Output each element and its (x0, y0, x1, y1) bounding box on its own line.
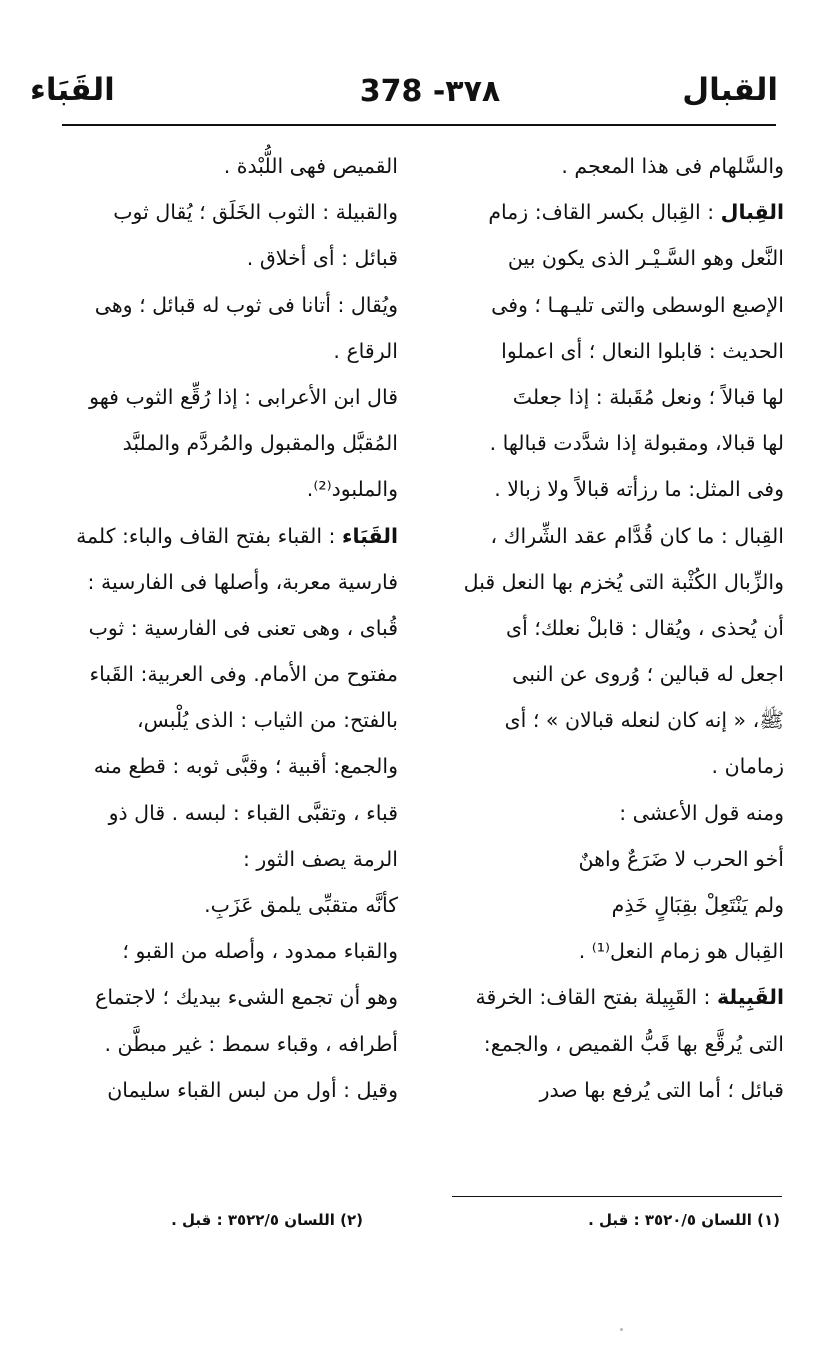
text-line (64, 328, 398, 374)
line-text: الإصبع الوسطى والتى تليـهـا ؛ وفى (491, 292, 784, 317)
text-line (64, 559, 398, 605)
text-line (64, 1067, 398, 1113)
line-text: لها قبالا، ومقبولة إذا شدَّدت قبالها . (489, 431, 784, 456)
text-line (64, 882, 398, 928)
line-text: فارسية معربة، وأصلها فى الفارسية : (87, 569, 398, 594)
line-text: أن يُحذى ، ويُقال : قابلْ نعلك؛ أى (506, 615, 784, 640)
line-text: الرقاع . (333, 338, 398, 363)
text-line (438, 189, 784, 235)
line-text: قبائل ؛ أما التى يُرفع بها صدر (539, 1077, 784, 1102)
line-text: وقيل : أول من لبس القباء سليمان (107, 1077, 398, 1102)
text-line (438, 928, 784, 974)
text-line (438, 651, 784, 697)
text-line (438, 743, 784, 789)
line-text: أخو الحرب لا ضَرَعٌ واهنٌ (578, 846, 784, 871)
text-line (438, 697, 784, 743)
text-line (438, 790, 784, 836)
line-text: وفى المثل: ما رزأته قبالاً ولا زبالا . (494, 477, 784, 502)
text-line (438, 1021, 784, 1067)
text-line (64, 1021, 398, 1067)
text-line (438, 420, 784, 466)
header-rule (62, 124, 776, 126)
right-column (438, 143, 784, 1113)
text-line (64, 420, 398, 466)
footnote-1: (١) اللسان ٣٥٢٠/٥ : قبل . (588, 1211, 780, 1229)
entry-headword: القَبِيلة (716, 985, 784, 1010)
line-text: أطرافه ، وقباء سمط : غير مبطَّن . (104, 1031, 398, 1056)
line-text: : القِبال بكسر القاف: زمام (488, 200, 721, 225)
line-text: مفتوح من الأمام. وفى العربية: القَباء (89, 662, 398, 687)
line-text: بالفتح: من الثياب : الذى يُلْبس، (136, 708, 398, 733)
line-text: قباء ، وتقبَّى القباء : لبسه . قال ذو (108, 800, 398, 825)
text-line (64, 189, 398, 235)
line-text: القميص فهى اللُّبْدة . (223, 154, 398, 178)
line-text: القِبال هو زمام النعل⁽¹⁾ . (578, 939, 784, 964)
line-text: : القَبِيلة بفتح القاف: الخرقة (475, 985, 717, 1010)
line-text: زمامان . (711, 754, 784, 779)
text-line (438, 374, 784, 420)
text-line (64, 928, 398, 974)
line-text: كأنَّه متقبِّى يلمق عَزَبِ. (204, 893, 398, 917)
line-text: قُباى ، وهى تعنى فى الفارسية : ثوب (88, 615, 398, 640)
footnote-rule (452, 1196, 782, 1197)
text-line (438, 143, 784, 189)
text-line (64, 651, 398, 697)
text-line (64, 697, 398, 743)
line-text: ومنه قول الأعشى : (619, 800, 784, 825)
text-line (64, 605, 398, 651)
line-text: والجمع: أقبية ؛ وقبَّى ثوبه : قطع منه (93, 754, 398, 779)
line-text: وهو أن تجمع الشىء بيديك ؛ لاجتماع (95, 985, 398, 1010)
text-line (64, 513, 398, 559)
left-column (64, 143, 398, 1113)
text-line (438, 328, 784, 374)
text-line (438, 513, 784, 559)
text-line (64, 282, 398, 328)
line-text: الحديث : قابلوا النعال ؛ أى اعملوا (501, 338, 784, 363)
scan-speck (620, 1328, 623, 1331)
text-line (438, 882, 784, 928)
line-text: : القباء بفتح القاف والباء: كلمة (76, 523, 342, 548)
line-text: والقبيلة : الثوب الخَلَق ؛ يُقال ثوب (113, 200, 398, 225)
text-line (438, 605, 784, 651)
line-text: التى يُرقَّع بها قَبُّ القميص ، والجمع: (483, 1031, 784, 1056)
text-line (438, 974, 784, 1020)
text-line (438, 466, 784, 512)
entry-headword: القَبَاء (341, 523, 398, 548)
line-text: والملبود⁽²⁾. (306, 477, 398, 502)
text-line (64, 374, 398, 420)
line-text: لها قبالاً ؛ ونعل مُقَبلة : إذا جعلتَ (512, 384, 784, 409)
text-line (438, 235, 784, 281)
text-line (64, 235, 398, 281)
line-text: الرمة يصف الثور : (242, 846, 398, 871)
line-text: ويُقال : أتانا فى ثوب له قبائل ؛ وهى (94, 292, 398, 317)
text-line (438, 559, 784, 605)
text-line (64, 974, 398, 1020)
line-text: ولم يَنْتَعِلْ بقِبَالٍ خَذِم (611, 893, 784, 917)
line-text: القِبال : ما كان قُدَّام عقد الشِّراك ، (490, 523, 784, 548)
text-line (438, 282, 784, 328)
line-text: النَّعل وهو السَّـيْـر الذى يكون بين (507, 246, 784, 271)
header-last-entry: القَبَاء (30, 72, 115, 108)
line-text: قبائل : أى أخلاق . (246, 246, 398, 271)
line-text: قال ابن الأعرابى : إذا رُقِّع الثوب فهو (89, 384, 398, 409)
line-text: والزِّبال الكُثْبة التى يُخزم بها النعل قبل (463, 569, 784, 594)
line-text: والسَّلهام فى هذا المعجم . (561, 154, 784, 178)
text-line (438, 1067, 784, 1113)
page-header (30, 60, 778, 120)
text-line (64, 466, 398, 512)
entry-headword: القِبال (720, 200, 784, 225)
text-line (438, 836, 784, 882)
line-text: والقباء ممدود ، وأصله من القبو ؛ (122, 939, 398, 964)
header-first-entry: القبال (682, 72, 778, 108)
text-line (64, 743, 398, 789)
page-number: 378 -٣٧٨ (359, 74, 501, 109)
text-line (64, 143, 398, 189)
line-text: ﷺ، « إنه كان لنعله قبالان » ؛ أى (504, 708, 784, 733)
line-text: اجعل له قبالين ؛ وُروى عن النبى (512, 662, 784, 687)
text-line (64, 836, 398, 882)
footnote-2: (٢) اللسان ٣٥٢٢/٥ : قبل . (171, 1211, 363, 1229)
line-text: المُقبَّل والمقبول والمُردَّم والملبَّد (122, 431, 398, 456)
text-line (64, 790, 398, 836)
